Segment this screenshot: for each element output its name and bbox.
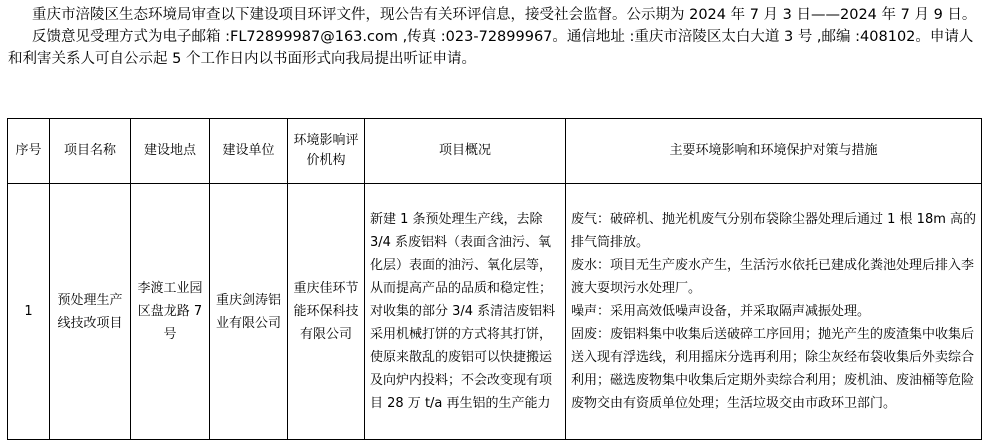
project-table <box>7 118 982 440</box>
header-eia-agency: 环境影响评价机构 <box>288 119 365 184</box>
header-overview: 项目概况 <box>365 119 566 184</box>
table-header-row <box>8 119 982 184</box>
cell-seq: 1 <box>8 184 50 440</box>
cell-location: 李渡工业园区盘龙路 7 号 <box>131 184 210 440</box>
header-location: 建设地点 <box>131 119 210 184</box>
measure-water: 废水：项目无生产废水产生，生活污水依托已建成化粪池处理后排入李渡大耍坝污水处理厂。 <box>571 258 975 296</box>
table-row <box>8 184 982 440</box>
notice-paragraph-2: 反馈意见受理方式为电子邮箱 :FL72899987@163.com ,传真 :023-72899967。通信地址 :重庆市涪陵区太白大道 3 号 ,邮编 :408102。申请人和利害关系人可自公示起 5 个工作日内以书面形式向我局提出听证申请。 <box>8 29 974 67</box>
measure-noise: 噪声：采用高效低噪声设备，并采取隔声减振处理。 <box>571 304 871 319</box>
header-construction-unit: 建设单位 <box>210 119 288 184</box>
header-measures: 主要环境影响和环境保护对策与措施 <box>566 119 982 184</box>
cell-eia-agency: 重庆佳环节能环保科技有限公司 <box>288 184 365 440</box>
notice-paragraph-1: 重庆市涪陵区生态环境局审查以下建设项目环评文件，现公告有关环评信息，接受社会监督。公示期为 2024 年 7 月 3 日——2024 年 7 月 9 日。 <box>32 7 977 23</box>
notice-text <box>8 4 978 70</box>
cell-overview: 新建 1 条预处理生产线，去除 3/4 系废铝料（表面含油污、氧化层）表面的油污、氧化层等，从而提高产品的品质和稳定性；对收集的部分 3/4 系清洁废铝料采用机械打饼的方式将其打饼，使原来散乱的废铝可以快捷搬运及向炉内投料；不会改变现有项目 28 万 t/a 再生铝的生产能力 <box>365 184 566 440</box>
cell-measures <box>566 184 982 440</box>
header-project-name: 项目名称 <box>50 119 131 184</box>
measure-gas: 废气：破碎机、抛光机废气分别布袋除尘器处理后通过 1 根 18m 高的排气筒排放。 <box>571 212 977 250</box>
cell-project-name: 预处理生产线技改项目 <box>50 184 131 440</box>
measure-solid: 固废：废铝料集中收集后送破碎工序回用；抛光产生的废渣集中收集后送入现有浮选线，利用摇床分选再利用；除尘灰经布袋收集后外卖综合利用；磁选废物集中收集后定期外卖综合利用；废机油、废油桶等危险废物交由有资质单位处理；生活垃圾交由市政环卫部门。 <box>571 327 975 411</box>
header-seq: 序号 <box>8 119 50 184</box>
cell-construction-unit: 重庆剑涛铝业有限公司 <box>210 184 288 440</box>
